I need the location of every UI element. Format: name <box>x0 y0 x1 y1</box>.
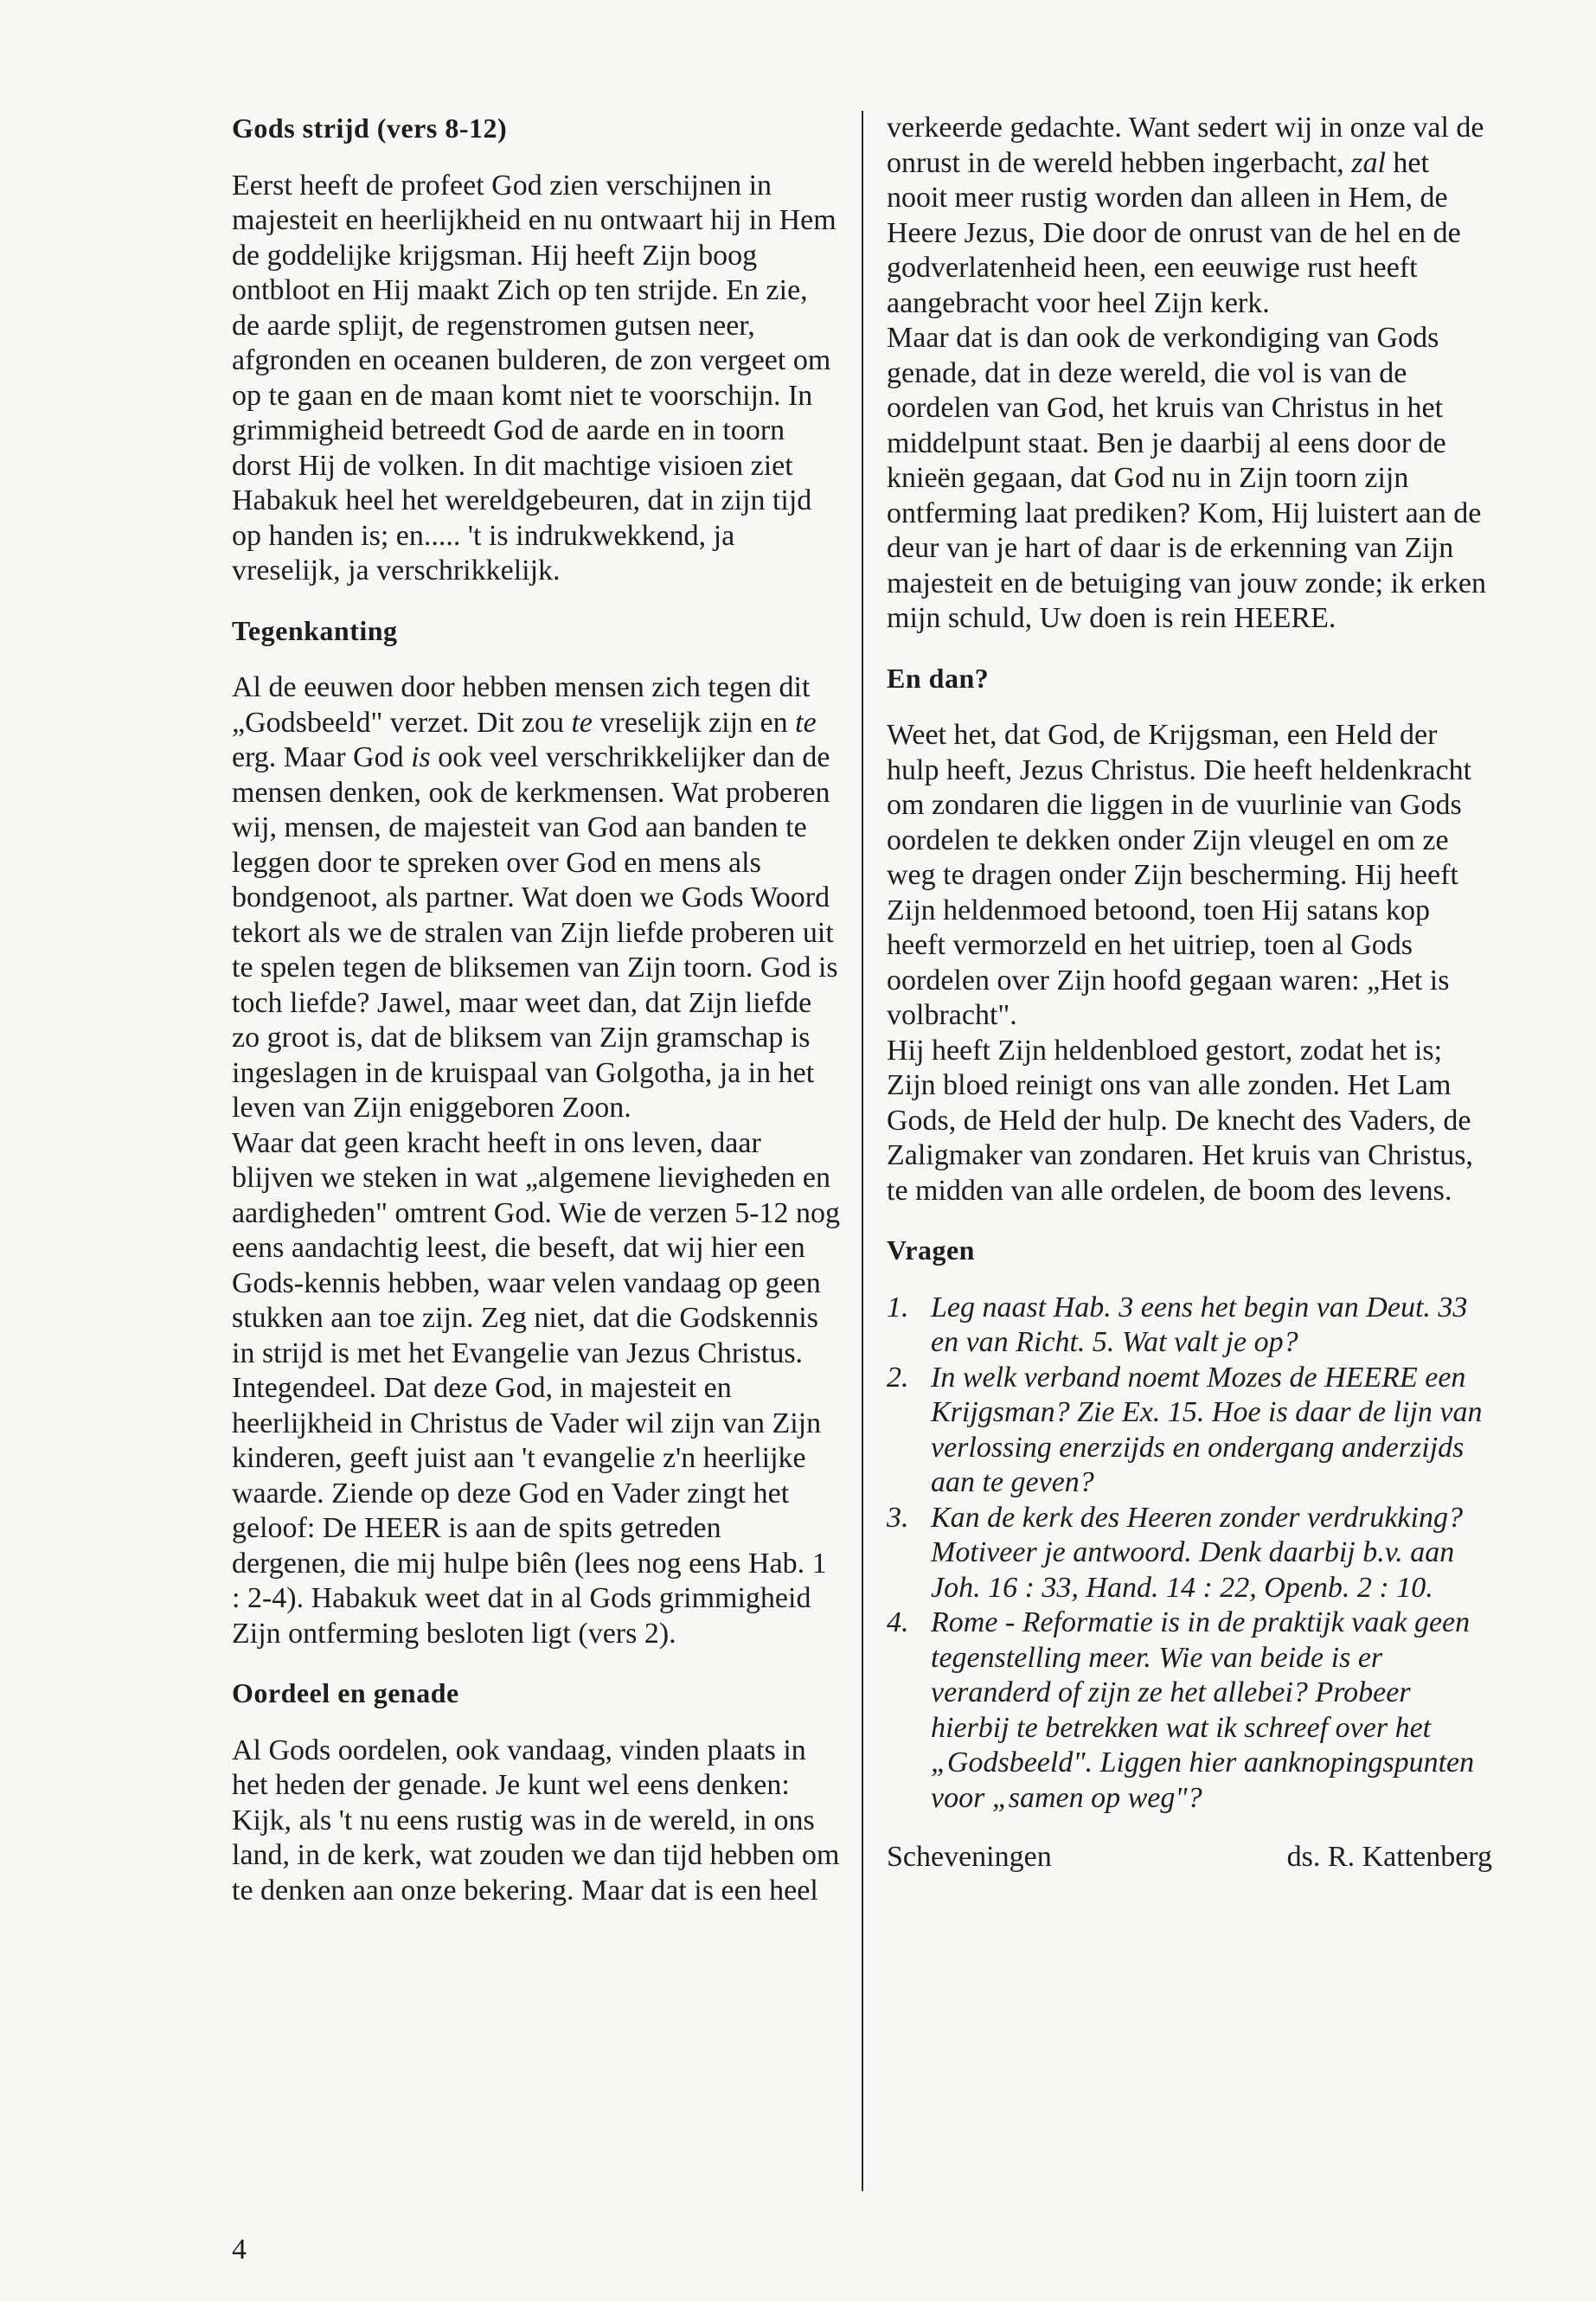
heading-en-dan: En dan? <box>887 662 990 694</box>
signature-author: ds. R. Kattenberg <box>1286 1841 1492 1873</box>
question-text: Rome - Reformatie is in de praktijk vaak geen tegenstelling meer. Wie van beide is er veranderd of zijn ze het allebei? Probeer hierbij te betrekken wat ik schreef over het „Godsbeeld". Liggen hier aanknopingspunten voor „samen op weg"? <box>931 1606 1475 1814</box>
text-run: vreselijk zijn en <box>593 706 796 739</box>
section-vragen <box>887 1233 1492 1816</box>
paragraph-tegenkanting-1 <box>232 670 842 1126</box>
section-en-dan <box>887 661 1492 1209</box>
question-number: 2. <box>887 1361 909 1394</box>
question-number: 4. <box>887 1606 909 1638</box>
question-text: Kan de kerk des Heeren zonder verdrukking? Motiveer je antwoord. Denk daarbij b.v. aan Joh. 16 : 33, Hand. 14 : 22, Openb. 2 : 10. <box>931 1501 1463 1604</box>
emphasis: zal <box>1351 146 1386 179</box>
question-item <box>887 1361 1492 1501</box>
text-run: Al de eeuwen door hebben mensen zich tegen dit „Godsbeeld" verzet. Dit zou <box>232 671 811 739</box>
text-run: verkeerde gedachte. Want sedert wij in onze val de onrust in de wereld hebben ingerbacht, <box>887 112 1484 179</box>
page-number: 4 <box>232 2234 247 2266</box>
question-item <box>887 1606 1492 1816</box>
section-tegenkanting <box>232 613 842 1652</box>
right-column <box>887 111 1492 1875</box>
question-item <box>887 1501 1492 1606</box>
paragraph-en-dan-2: Hij heeft Zijn heldenbloed gestort, zodat het is; Zijn bloed reinigt ons van alle zonden. Het Lam Gods, de Held der hulp. De knecht des Vaders, de Zaligmaker van zondaren. Het kruis van Christus, te midden van alle ordelen, de boom des levens. <box>887 1034 1473 1207</box>
left-column <box>232 111 842 1932</box>
question-number: 1. <box>887 1291 909 1324</box>
emphasis: is <box>411 741 431 773</box>
question-item <box>887 1291 1492 1361</box>
question-text: In welk verband noemt Mozes de HEERE een Krijgsman? Zie Ex. 15. Hoe is daar de lijn van verlossing enerzijds en ondergang anderzijds aan te geven? <box>931 1361 1483 1498</box>
questions-list <box>887 1291 1492 1817</box>
paragraph-tegenkanting-2: Waar dat geen kracht heeft in ons leven, daar blijven we steken in wat „algemene lievigheden en aardigheden" omtrent God. Wie de verzen 5-12 nog eens aandachtig leest, die beseft, dat wij hier een Gods-kennis hebben, waar velen vandaag op geen stukken aan toe zijn. Zeg niet, dat die Godskennis in strijd is met het Evangelie van Jezus Christus. Integendeel. Dat deze God, in majesteit en heerlijkheid in Christus de Vader wil zijn van Zijn kinderen, geeft juist aan 't evangelie z'n heerlijke waarde. Ziende op deze God en Vader zingt het geloof: De HEER is aan de spits getreden dergenen, die mij hulpe biên (lees nog eens Hab. 1 : 2-4). Habakuk weet dat in al Gods grimmigheid Zijn ontferming besloten ligt (vers 2). <box>232 1126 840 1650</box>
section-continuation <box>887 111 1492 637</box>
signature-place: Scheveningen <box>887 1841 1052 1873</box>
section-oordeel-en-genade <box>232 1676 842 1908</box>
heading-vragen: Vragen <box>887 1234 975 1266</box>
text-run: het nooit meer rustig worden dan alleen in Hem, de Heere Jezus, Die door de onrust van de hel en de godverlatenheid heen, een eeuwige rust heeft aangebracht voor heel Zijn kerk. <box>887 146 1461 319</box>
column-divider <box>862 111 863 2191</box>
heading-tegenkanting: Tegenkanting <box>232 614 398 646</box>
paragraph-continuation-1 <box>887 111 1492 321</box>
question-number: 3. <box>887 1501 909 1534</box>
paragraph-gods-strijd: Eerst heeft de profeet God zien verschijnen in majesteit en heerlijkheid en nu ontwaart hij in Hem de goddelijke krijgsman. Hij heeft Zijn boog ontbloot en Hij maakt Zich op ten strijde. En zie, de aarde splijt, de regenstromen gutsen neer, afgronden en oceanen bulderen, de zon vergeet om op te gaan en de maan komt niet te voorschijn. In grimmigheid betreedt God de aarde en in toorn dorst Hij de volken. In dit machtige visioen ziet Habakuk heel het wereldgebeuren, dat in zijn tijd op handen is; en..... 't is indrukwekkend, ja vreselijk, ja verschrikkelijk. <box>232 169 836 586</box>
paragraph-continuation-2: Maar dat is dan ook de verkondiging van Gods genade, dat in deze wereld, die vol is van de oordelen van God, het kruis van Christus in het middelpunt staat. Ben je daarbij al eens door de knieën gegaan, dat God nu in Zijn toorn zijn ontferming laat prediken? Kom, Hij luistert aan de deur van je hart of daar is de erkenning van Zijn majesteit en de betuiging van jouw zonde; ik erken mijn schuld, Uw doen is rein HEERE. <box>887 322 1487 634</box>
signature <box>887 1840 1492 1875</box>
emphasis: te <box>571 706 593 739</box>
text-run: ook veel verschrikkelijker dan de mensen denken, ook de kerkmensen. Wat proberen wij, mensen, de majesteit van God aan banden te leggen door te spreken over God en mens als bondgenoot, als partner. Wat doen we Gods Woord tekort als we de stralen van Zijn liefde proberen uit te spelen tegen de bliksemen van Zijn toorn. God is toch liefde? Jawel, maar weet dan, dat Zijn liefde zo groot is, dat de bliksem van Zijn gramschap is ingeslagen in de kruispaal van Golgotha, ja in het leven van Zijn eniggeboren Zoon. <box>232 741 838 1124</box>
text-run: erg. Maar God <box>232 741 412 773</box>
section-gods-strijd <box>232 111 842 589</box>
paragraph-oordeel-en-genade: Al Gods oordelen, ook vandaag, vinden plaats in het heden der genade. Je kunt wel eens denken: Kijk, als 't nu eens rustig was in de wereld, in ons land, in de kerk, wat zouden we dan tijd hebben om te denken aan onze bekering. Maar dat is een heel <box>232 1734 840 1907</box>
emphasis: te <box>795 706 817 739</box>
heading-oordeel-en-genade: Oordeel en genade <box>232 1677 459 1708</box>
paragraph-en-dan-1: Weet het, dat God, de Krijgsman, een Held der hulp heeft, Jezus Christus. Die heeft heldenkracht om zondaren die liggen in de vuurlinie van Gods oordelen te dekken onder Zijn vleugel en om ze weg te dragen onder Zijn bescherming. Hij heeft Zijn heldenmoed betoond, toen Hij satans kop heeft vermorzeld en het uitriep, toen al Gods oordelen over Zijn hoofd gegaan waren: „Het is volbracht". <box>887 719 1472 1031</box>
heading-gods-strijd: Gods strijd (vers 8-12) <box>232 112 508 144</box>
question-text: Leg naast Hab. 3 eens het begin van Deut. 33 en van Richt. 5. Wat valt je op? <box>931 1291 1468 1358</box>
